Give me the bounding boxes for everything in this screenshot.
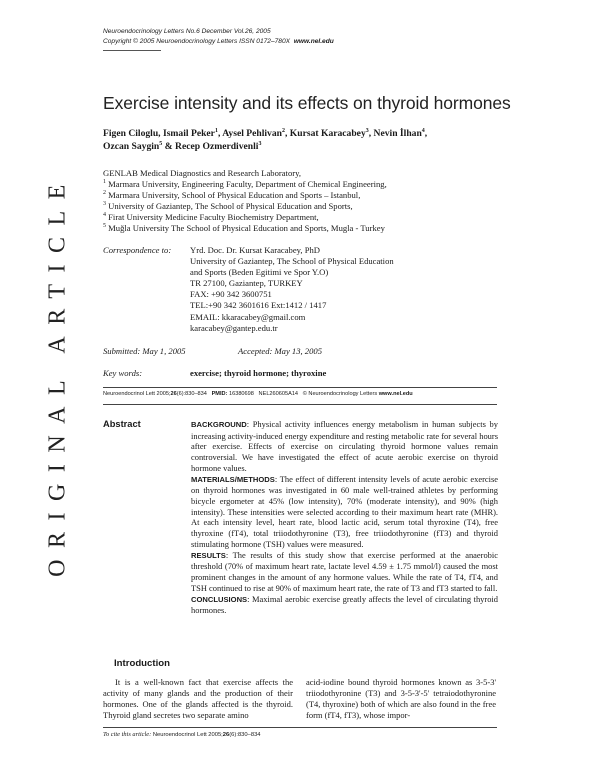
affiliation-line: $^5$ Muğla University The School of Physical Education and Sports, Mugla - Turkey	[103, 223, 385, 234]
abstract-label: Abstract	[103, 419, 141, 429]
correspondence-label: Correspondence to:	[103, 245, 172, 255]
footer-rule	[103, 727, 497, 728]
correspondence-line: and Sports (Beden Egitimi ve Spor Y.O)	[190, 267, 329, 278]
correspondence-address	[190, 245, 394, 334]
submitted-date: Submitted: May 1, 2005	[103, 346, 186, 356]
header-rule	[103, 50, 161, 51]
pmid-link[interactable]: 16380698	[228, 391, 254, 397]
article-title: Exercise intensity and its effects on thyroid hormones	[103, 93, 511, 113]
correspondence-tel: TEL:+90 342 3601616 Ext:1412 / 1417	[190, 300, 327, 311]
keywords-label: Key words:	[103, 368, 143, 378]
author-list	[103, 128, 493, 153]
correspondence-line: Yrd. Doc. Dr. Kursat Karacabey, PhD	[190, 245, 320, 255]
footer-citation: To cite this article: Neuroendocrinol Lett 2005;26(6):830–834	[103, 731, 261, 738]
copyright-text: Copyright © 2005 Neuroendocrinology Letters ISSN 0172–780X	[103, 38, 291, 45]
author-line-1: Figen Ciloglu, Ismail Peker$^1$, Aysel Pehlivan$^2$, Kursat Karacabey$^3$, Nevin İlhan$^4$,	[103, 127, 428, 139]
side-label-text: ORIGINAL ARTICLE	[44, 173, 71, 577]
accepted-date: Accepted: May 13, 2005	[238, 346, 322, 356]
journal-website-link[interactable]: www.nel.edu	[293, 38, 334, 45]
citation-website-link[interactable]: www.nel.edu	[378, 391, 413, 397]
author-line-2: Ozcan Saygin$^5$ & Recep Ozmerdivenli$^3$	[103, 140, 262, 152]
correspondence-line: TR 27100, Gaziantep, TURKEY	[190, 278, 303, 289]
copyright-line	[103, 37, 334, 47]
abstract-conclusions: CONCLUSIONS: Maximal aerobic exercise greatly affects the level of circulating thyroid hormones.	[191, 593, 498, 616]
journal-line: Neuroendocrinology Letters No.6 December Vol.26, 2005	[103, 28, 271, 35]
abstract-background: BACKGROUND: Physical activity influences energy metabolism in human subjects by increasing activity-induced energy expenditure and resting metabolic rate for several hours after exercise. Effects of exercise on circulating thyroid hormone values remain controversial. We have investigated the effect of acute aerobic exercise on thyroid hormone values.	[191, 419, 498, 473]
correspondence-email-alt[interactable]: karacabey@gantep.edu.tr	[190, 322, 278, 333]
introduction-heading: Introduction	[114, 658, 170, 669]
affiliation-line: $^3$ University of Gaziantep, The School of Physical Education and Sports,	[103, 201, 353, 212]
citation-top-rule	[103, 387, 497, 388]
affiliation-line: $^1$ Marmara University, Engineering Faculty, Department of Chemical Engineering,	[103, 179, 387, 190]
correspondence-email[interactable]: EMAIL: kkaracabey@gmail.com	[190, 311, 306, 322]
affiliation-line: $^4$ Firat University Medicine Faculty Biochemistry Department,	[103, 212, 319, 223]
affiliation-line: $^2$ Marmara University, School of Physical Education and Sports – Istanbul,	[103, 190, 361, 201]
affiliations	[103, 168, 503, 235]
abstract-methods: MATERIALS/METHODS: The effect of different intensity levels of acute aerobic exercise on thyroid hormones was investigated in 60 male well-trained athletes by performing bicycle ergometer at 45% (low intensity), 70% (moderate intensity), and 90% (high intensity). These intensities were selected according to their maximum heart rate (MHR). At each intensity level, heart rate, blood lactic acid, serum total thyroxine (T4), free thyroxine (fT4), total triiodothyronine (T3), free triiodothyronine (fT3) and thyroid stimulating hormone (TSH) values were measured.	[191, 473, 498, 549]
correspondence-fax: FAX: +90 342 3600751	[190, 289, 272, 300]
citation-line: Neuroendocrinol Lett 2005;26(6):830–834 PMID: 16380698 NEL260605A14 © Neuroendocrinology Letters www.nel.edu	[103, 391, 413, 397]
introduction-column-right: acid-iodine bound thyroid hormones known as 3-5-3' triiodothyronine (T3) and 3-5-3'-5' tetraiodothyronine (T4, thyroxine) both of which are also found in the free form (fT4, fT3), whose impor-	[306, 677, 496, 720]
keywords-value: exercise; thyroid hormone; thyroxine	[190, 368, 327, 378]
abstract-results: RESULTS: The results of this study show that exercise performed at the anaerobic threshold (70% of maximum heart rate, lactate level 4.59 ± 1.75 mmol/l) caused the most prominent changes in the amount of any hormone values. While the rate of T4, fT4, and TSH continued to rise at 90% of maximum heart rate, the rate of T3 and fT3 started to fall.	[191, 549, 498, 593]
correspondence-line: University of Gaziantep, The School of Physical Education	[190, 256, 394, 267]
introduction-column-left: It is a well-known fact that exercise affects the activity of many glands and the production of their hormones. One of the glands affected is the thyroid. Thyroid gland secretes two separate amino	[103, 677, 293, 720]
affiliation-line: GENLAB Medical Diagnostics and Research Laboratory,	[103, 168, 301, 178]
citation-bottom-rule	[103, 404, 497, 405]
abstract-body	[191, 419, 498, 616]
